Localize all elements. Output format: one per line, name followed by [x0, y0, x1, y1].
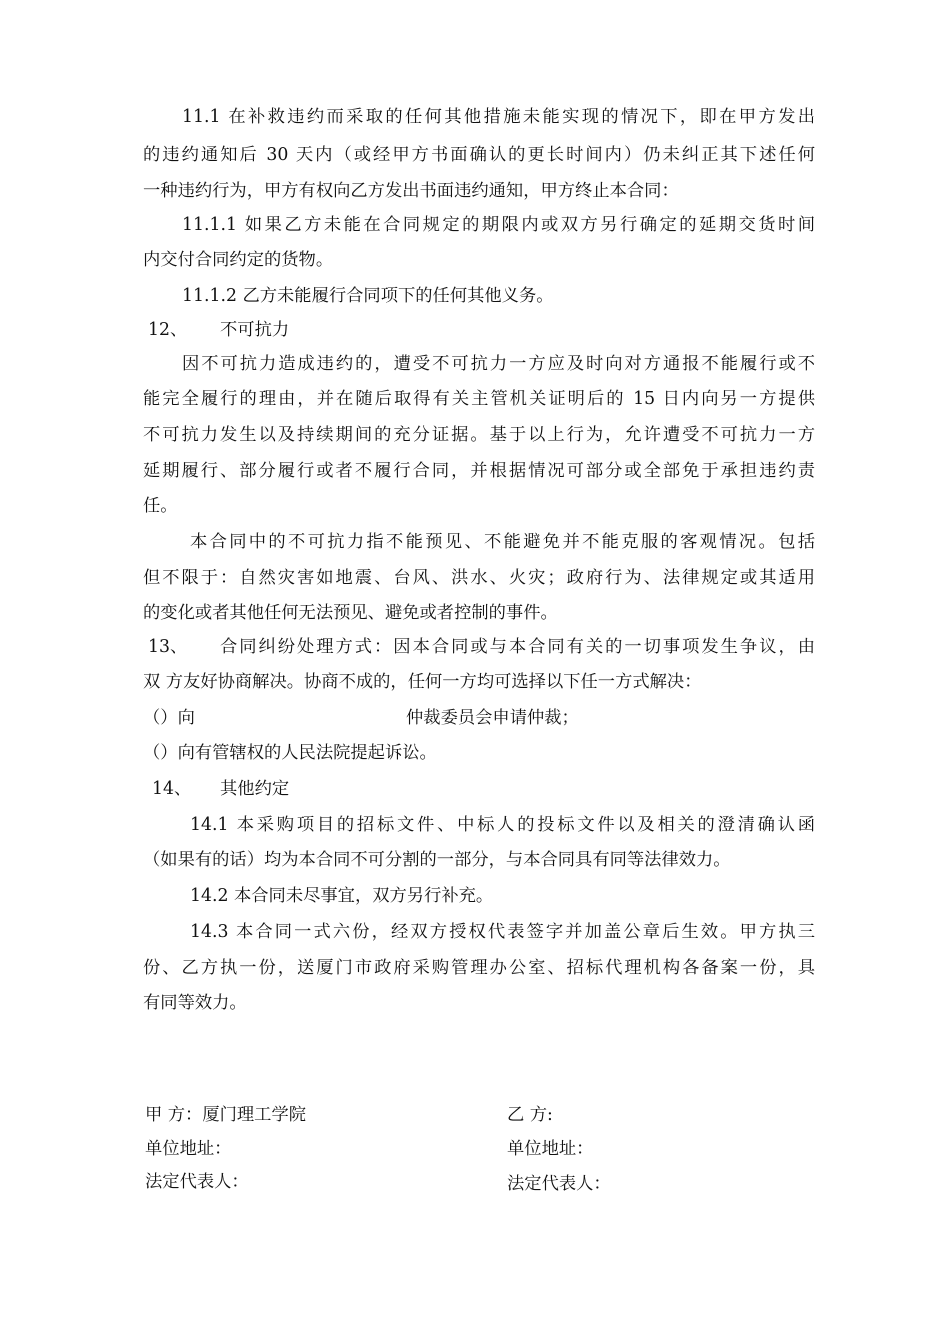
clause-12-title: 不可抗力: [220, 320, 290, 340]
clause-12-p1-line-4: 延期履行、部分履行或者不履行合同，并根据情况可部分或全部免于承担违约责: [143, 461, 815, 481]
clause-12-p1-line-5: 任。: [143, 496, 178, 516]
clause-12-p2-line-2: 但不限于：自然灾害如地震、台风、洪水、火灾；政府行为、法律规定或其适用: [143, 568, 815, 588]
clause-13-option-1-prefix: （）向: [143, 708, 195, 728]
clause-14-1-line-1: 14.1 本采购项目的招标文件、中标人的投标文件以及相关的澄清确认函: [190, 815, 815, 835]
clause-14-number: 14、: [152, 779, 192, 799]
clause-11-1-line-3: 一种违约行为，甲方有权向乙方发出书面违约通知，甲方终止本合同：: [143, 181, 679, 201]
party-a-address-label: 单位地址：: [145, 1139, 232, 1159]
party-a-label: 甲 方：厦门理工学院: [145, 1105, 307, 1125]
clause-14-title: 其他约定: [220, 779, 290, 799]
clause-12-p1-line-1: 因不可抗力造成违约的，遭受不可抗力一方应及时向对方通报不能履行或不: [182, 354, 815, 374]
party-a-representative-label: 法定代表人：: [145, 1172, 249, 1192]
clause-11-1-line-2: 的违约通知后 30 天内（或经甲方书面确认的更长时间内）仍未纠正其下述任何: [143, 145, 815, 165]
clause-12-p1-line-3: 不可抗力发生以及持续期间的充分证据。基于以上行为，允许遭受不可抗力一方: [143, 425, 815, 445]
party-b-address-label: 单位地址：: [507, 1139, 594, 1159]
clause-14-2-line-1: 14.2 本合同未尽事宜，双方另行补充。: [190, 886, 494, 906]
clause-14-1-line-2: （如果有的话）均为本合同不可分割的一部分，与本合同具有同等法律效力。: [143, 850, 731, 870]
clause-12-p2-line-3: 的变化或者其他任何无法预见、避免或者控制的事件。: [143, 603, 558, 623]
clause-14-3-line-3: 有同等效力。: [143, 993, 247, 1013]
clause-11-1-1-line-2: 内交付合同约定的货物。: [143, 250, 334, 270]
clause-11-1-2-line-1: 11.1.2 乙方未能履行合同项下的任何其他义务。: [182, 286, 554, 306]
clause-12-p1-line-2: 能完全履行的理由，并在随后取得有关主管机关证明后的 15 日内向另一方提供: [143, 389, 815, 409]
clause-13-option-1-suffix: 仲裁委员会申请仲裁；: [406, 708, 579, 728]
clause-11-1-1-line-1: 11.1.1 如果乙方未能在合同规定的期限内或双方另行确定的延期交货时间: [182, 215, 815, 235]
clause-11-1-line-1: 11.1 在补救违约而采取的任何其他措施未能实现的情况下，即在甲方发出: [182, 107, 815, 127]
clause-12-p2-line-1: 本合同中的不可抗力指不能预见、不能避免并不能克服的客观情况。包括: [190, 532, 815, 552]
clause-13-number: 13、: [148, 637, 188, 657]
party-b-label: 乙 方:: [507, 1105, 553, 1125]
clause-12-number: 12、: [148, 320, 188, 340]
clause-13-line-1: 合同纠纷处理方式：因本合同或与本合同有关的一切事项发生争议，由: [220, 637, 815, 657]
party-b-representative-label: 法定代表人：: [507, 1174, 611, 1194]
clause-13-option-2: （）向有管辖权的人民法院提起诉讼。: [143, 743, 437, 763]
clause-13-line-2: 双 方友好协商解决。协商不成的，任何一方均可选择以下任一方式解决：: [143, 672, 702, 692]
clause-14-3-line-1: 14.3 本合同一式六份，经双方授权代表签字并加盖公章后生效。甲方执三: [190, 922, 815, 942]
clause-14-3-line-2: 份、乙方执一份，送厦门市政府采购管理办公室、招标代理机构各备案一份，具: [143, 958, 815, 978]
